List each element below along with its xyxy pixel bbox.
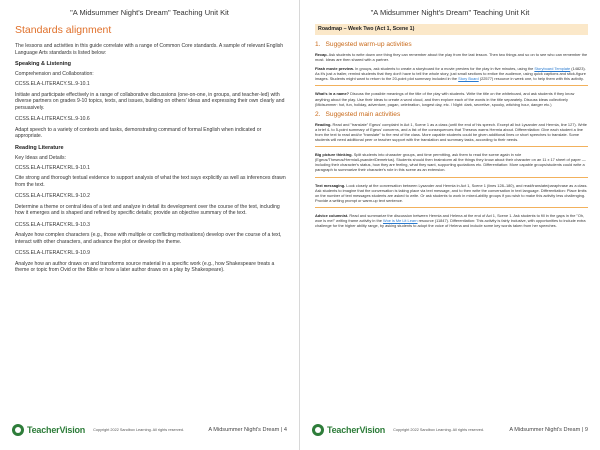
resource-link[interactable]: Woe is Me Lit Learn [382,217,418,223]
left-page-content [15,24,287,410]
activity-label: Advice columnist. [315,212,349,218]
section-title: Suggested main activities [325,110,401,118]
teachervision-logo-icon [312,424,324,436]
activity-label: What's in a name? [315,91,350,97]
logo-text: TeacherVision [27,425,86,435]
standard-code: CCSS.ELA-LITERACY.SL.9-10.1 [15,81,90,87]
activity-text: Split students into character groups, and time permitting, ask them to read the scene again in role (Egeus/Theseus/Hermia/Lysander/Demetrius). Students should then brainstorm all the things they know about their character on an 11 x 17 sheet of paper — including their character's status, how they are feeling, what they want, supporting quotations etc. Differentiation: More capable groups/students could write a paragraph to summarize their character's role in this scene as an extension. [315,152,586,173]
doc-title: "A Midsummer Night's Dream" Teaching Unit Kit [370,8,530,17]
activity-flash-preview [315,66,588,81]
section-number: 1. [315,41,321,48]
activity-text: Read and "translate" Egeus' complaint in Act 1, Scene 1 as a class (until the end of his speech. Except all but Lysander and Hermia, line 127). Write a brief 4- to 5-point summary of Egeus' concerns, and a list of the consequences that Theseus warns Hermia about. Differentiation: Give each student a line from the text to read and/or "translate" to the rest of the class. More capable students could be given additional lines or short speeches to translate. Some students will need additional peer or teacher support with the translation and summary tasks, according to their needs. [315,121,587,143]
section-subtitle: Comprehension and Collaboration: [15,71,94,77]
page-footer [312,422,588,438]
activity-recap [315,52,588,62]
page-number-label: A Midsummer Night's Dream | 9 [509,427,588,433]
section-divider [315,146,588,147]
activity-label: Text messaging. [315,182,346,188]
page-number-label: A Midsummer Night's Dream | 4 [208,427,287,433]
activity-reading [315,122,588,142]
section-divider [315,85,588,86]
activity-text-messaging [315,183,588,203]
standard-text: Initiate and participate effectively in a range of collaborative discussions (one-on-one, in groups, and teacher-led) with diverse partners on grades 9-10 topics, texts, and issues, building on others' ideas and expressing their own clearly and persuasively. [15,91,285,111]
right-page [300,0,600,450]
standard-code: CCSS.ELA-LITERACY.RL.9-10.1 [15,164,90,171]
standard-text: Adapt speech to a variety of contexts and tasks, demonstrating command of formal English when indicated or appropriate. [15,126,262,139]
activity-text: Look closely at the conversation between Lysander and Hermia in Act 1, Scene 1 (lines 128–180), and read/translate/paraphrase as a class. Ask students to imagine that the conversation is taking place via text message, and to then write the conversation in text language. Differentiation: Place limits on the number of text messages students are asked to write. Or ask students to work in mixed-ability groups if you wish to make this activity less challenging. Provide a writing prompt or warm-up text sentence. [315,182,588,203]
activity-text: Discuss the possible meanings of the title of the play with students. Write the title on the whiteboard, and ask students if they know anything about the play. Use their ideas to create a word cloud, and then explore each of the words in the title separately. Discuss ideas collectively (Midsummer: hot, fun, holiday, adventure, pagan, celebration, longest day, etc. / Night: dark, secretive, spooky, witching hour, danger etc.) [315,91,575,107]
activity-whats-in-a-name [315,91,588,106]
activity-advice-columnist [315,213,588,228]
page-footer [12,422,287,438]
activity-label: Recap. [315,52,328,57]
standard-code: CCSS.ELA-LITERACY.RL.9-10.2 [15,193,90,199]
standard-text: Analyze how an author draws on and transforms source material in a specific work (e.g., how Shakespeare treats a theme or topic from Ovid or the Bible or how a later author draws on a play by Shakespeare). [15,260,275,273]
section-number: 2. [315,110,321,118]
teachervision-logo [312,424,385,436]
logo-text: TeacherVision [327,425,386,435]
activity-text: (22577) resource in week one, to help them with this activity. [478,76,584,82]
standards-heading: Standards alignment [15,24,112,36]
standard-code: CCSS.ELA-LITERACY.RL.9-10.3 [15,221,90,228]
roadmap-banner: Roadmap – Week Two (Act 1, Scene 1) [315,24,588,35]
standard-text: Analyze how complex characters (e.g., those with multiple or conflicting motivations) develop over the course of a text, interact with other characters, and advance the plot or develop the theme. [15,232,282,245]
activity-label: Reading. [315,121,332,127]
standard-text: Cite strong and thorough textual evidence to support analysis of what the text says explicitly as well as inferences drawn from the text. [15,175,286,188]
section-title: Reading Literature [15,144,64,151]
copyright-text: Copyright 2022 Sandbox Learning. All rights reserved. [93,428,185,432]
teachervision-logo-icon [12,424,24,436]
activity-text: resource (11847). Differentiation: This activity is fairly inclusive, with opportunities to include extra challenge for the higher ability range, by asking students to adopt the voice of Helena and include some key words taken from her speeches. [315,217,586,229]
section-divider [315,177,588,178]
activity-big-picture [315,152,588,172]
section-divider [315,207,588,208]
teachervision-logo [12,424,85,436]
standard-text: Determine a theme or central idea of a text and analyze in detail its development over the course of the text, including how it emerges and is shaped and refined by specific details; provide an objective summary of the text. [15,203,280,216]
standard-code: CCSS.ELA-LITERACY.SL.9-10.6 [15,116,90,122]
section-subtitle: Key Ideas and Details: [15,154,66,161]
copyright-text: Copyright 2022 Sandbox Learning. All rights reserved. [393,428,485,432]
activity-label: Big picture thinking. [315,152,353,158]
section-title: Speaking & Listening [15,61,71,67]
standards-intro: The lessons and activities in this guide correlate with a range of Common Core standards. A sample of relevant English Language Arts standards is listed below: [15,43,284,56]
resource-link[interactable]: Storyboard Template [534,66,571,72]
activity-text: Read and summarize the discussion between Hermia and Helena at the end of Act 1, Scene 1. Ask students to fill in the gaps in the "Oh, woe is me!" writing frame activity in the [315,212,585,223]
activity-label: Flash movie preview. [315,66,354,72]
doc-title: "A Midsummer Night's Dream" Teaching Unit Kit [70,8,229,17]
warmup-heading [315,41,588,48]
right-page-content [315,24,588,410]
standard-code: CCSS.ELA-LITERACY.RL.9-10.9 [15,250,90,256]
section-title: Suggested warm-up activities [325,41,412,48]
resource-link[interactable]: Story Board [458,76,479,82]
activity-text: Ask students to write down one thing they can remember about the play from the last lesson. Then two things and so on to see who can remember the most. Ideas are then shared with a partner. [315,52,588,63]
activity-text: (14823). As it's just a trailer, remind students that they don't have to tell the whole story, just small sections to entice the audience, using quick captions and stick-figure images. Students might want to return to the 20-point plot summary included in the [315,66,586,82]
main-activities-heading [315,111,588,118]
activity-text: In groups, ask students to create a storyboard for a movie preview for the play in five minutes, using the [354,66,535,72]
